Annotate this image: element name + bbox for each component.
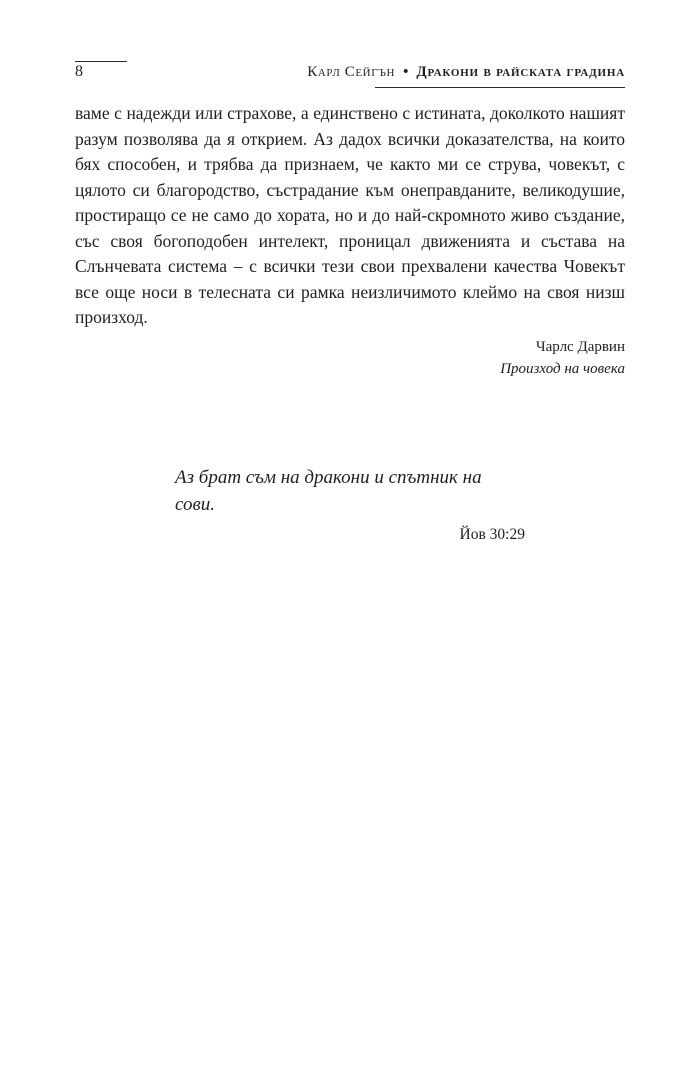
- running-head-author: Карл Сейгън: [307, 64, 396, 80]
- running-head-separator: •: [403, 64, 409, 80]
- darwin-quote-passage: ваме с надежди или страхове, а единствено с истината, доколкото нашият разум позволява да я открием. Аз дадох всички доказателства, на които бях способен, и трябва да признаем, че както ми се струва, човекът, с цялото си благородство, състрадание към онеправданите, великодушие, простиращо се не само до хората, но и до най-скромното живо създание, със своя богоподобен интелект, проницал движенията и състава на Слънчевата система – с всички тези свои прехвалени качества Човекът все още носи в телесната си рамка неизличимото клеймо на своя низш произход.: [75, 103, 625, 327]
- running-head: [307, 62, 625, 82]
- quote-author: Чарлс Дарвин: [535, 339, 625, 355]
- darwin-attribution: [500, 336, 625, 380]
- epigraph-text: Аз брат съм на дракони и спътник на сови.: [175, 467, 482, 515]
- running-head-rule: [375, 87, 625, 88]
- running-head-title: Дракони в райската градина: [416, 64, 625, 80]
- quote-source: Произход на човека: [500, 361, 625, 377]
- page-number: 8: [75, 63, 83, 80]
- epigraph-reference: Йов 30:29: [459, 526, 525, 543]
